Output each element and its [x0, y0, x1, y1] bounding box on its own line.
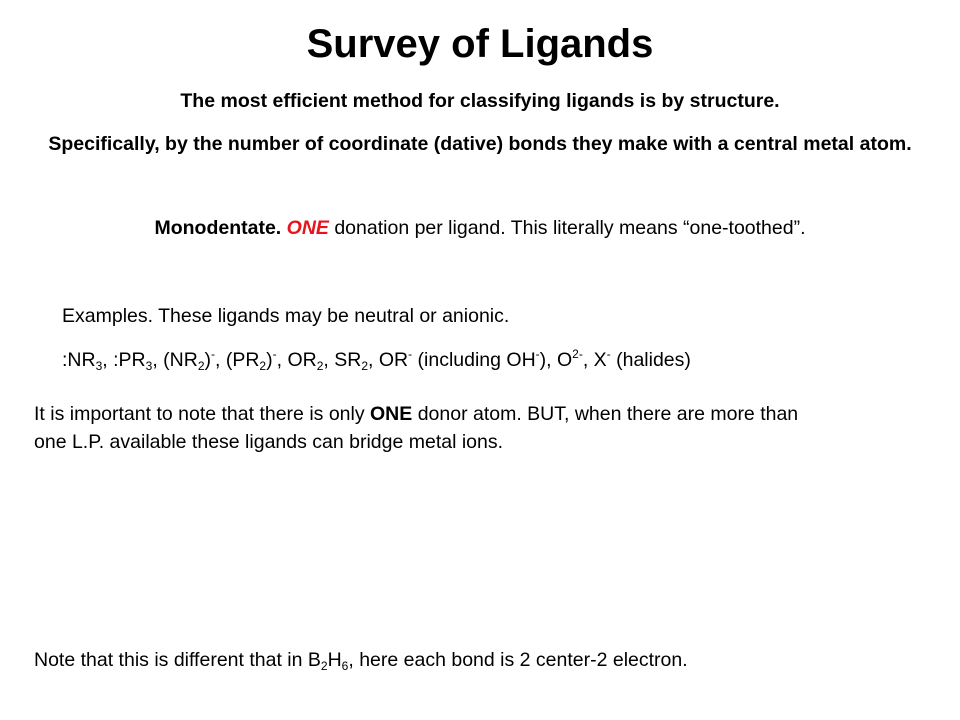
bottom-note-h-sub: 6	[341, 659, 349, 673]
monodentate-label: Monodentate.	[154, 217, 282, 239]
bottom-note-part2: , here each bond is 2 center-2 electron.	[348, 649, 688, 671]
ligand-pr3-sub: 3	[145, 359, 153, 373]
intro-text: The most efficient method for classifying ligands is by structure.	[180, 90, 780, 112]
ligand-oh-sup: -	[535, 347, 540, 361]
ligand-pr2-close: )	[266, 349, 273, 371]
specifically-text: Specifically, by the number of coordinate (dative) bonds they make with a central metal atom.	[48, 133, 912, 155]
ligand-sr2: , SR	[323, 349, 362, 371]
ligand-nr2-sup: -	[211, 347, 215, 361]
ligand-nr3: :NR	[62, 349, 96, 371]
ligand-o: ), O	[539, 349, 573, 371]
ligand-nr2-close: )	[204, 349, 211, 371]
monodentate-rest: donation per ligand. This literally means “one-toothed”.	[328, 217, 806, 239]
ligand-o-sup: 2-	[572, 347, 583, 361]
ligand-or2-sub: 2	[316, 359, 324, 373]
ligand-nr2-open: , (NR	[152, 349, 198, 371]
ligand-pr2-open: , (PR	[215, 349, 260, 371]
ligand-halides: (halides)	[610, 349, 691, 371]
donor-note-part2: donor atom. BUT, when there are more than one L.P. available these ligands can bridge metal ions.	[34, 403, 799, 453]
monodentate-line	[40, 214, 920, 242]
donor-note-emphasis: ONE	[370, 403, 413, 425]
ligand-or2: , OR	[276, 349, 317, 371]
donor-note	[34, 400, 834, 456]
ligand-including: (including OH	[412, 349, 536, 371]
ligand-x: , X	[582, 349, 607, 371]
donor-note-part1: It is important to note that there is only	[34, 403, 371, 425]
bottom-note-h: H	[327, 649, 342, 671]
ligand-sr2-sub: 2	[361, 359, 369, 373]
ligand-x-sup: -	[606, 347, 611, 361]
ligand-or-sup: -	[408, 347, 413, 361]
ligand-nr2-sub: 2	[197, 359, 205, 373]
bottom-note-b-sub: 2	[320, 659, 328, 673]
ligand-pr3: , :PR	[102, 349, 146, 371]
monodentate-emphasis: ONE	[286, 217, 329, 239]
ligand-or: , OR	[368, 349, 409, 371]
slide-title: Survey of Ligands	[306, 22, 654, 66]
ligand-pr2-sup: -	[272, 347, 277, 361]
examples-intro: Examples. These ligands may be neutral or anionic.	[62, 305, 510, 327]
bottom-note-part1: Note that this is different that in B	[34, 649, 321, 671]
ligand-list	[62, 346, 691, 374]
ligand-nr3-sub: 3	[95, 359, 103, 373]
ligand-pr2-sub: 2	[259, 359, 267, 373]
bottom-note	[34, 646, 688, 674]
